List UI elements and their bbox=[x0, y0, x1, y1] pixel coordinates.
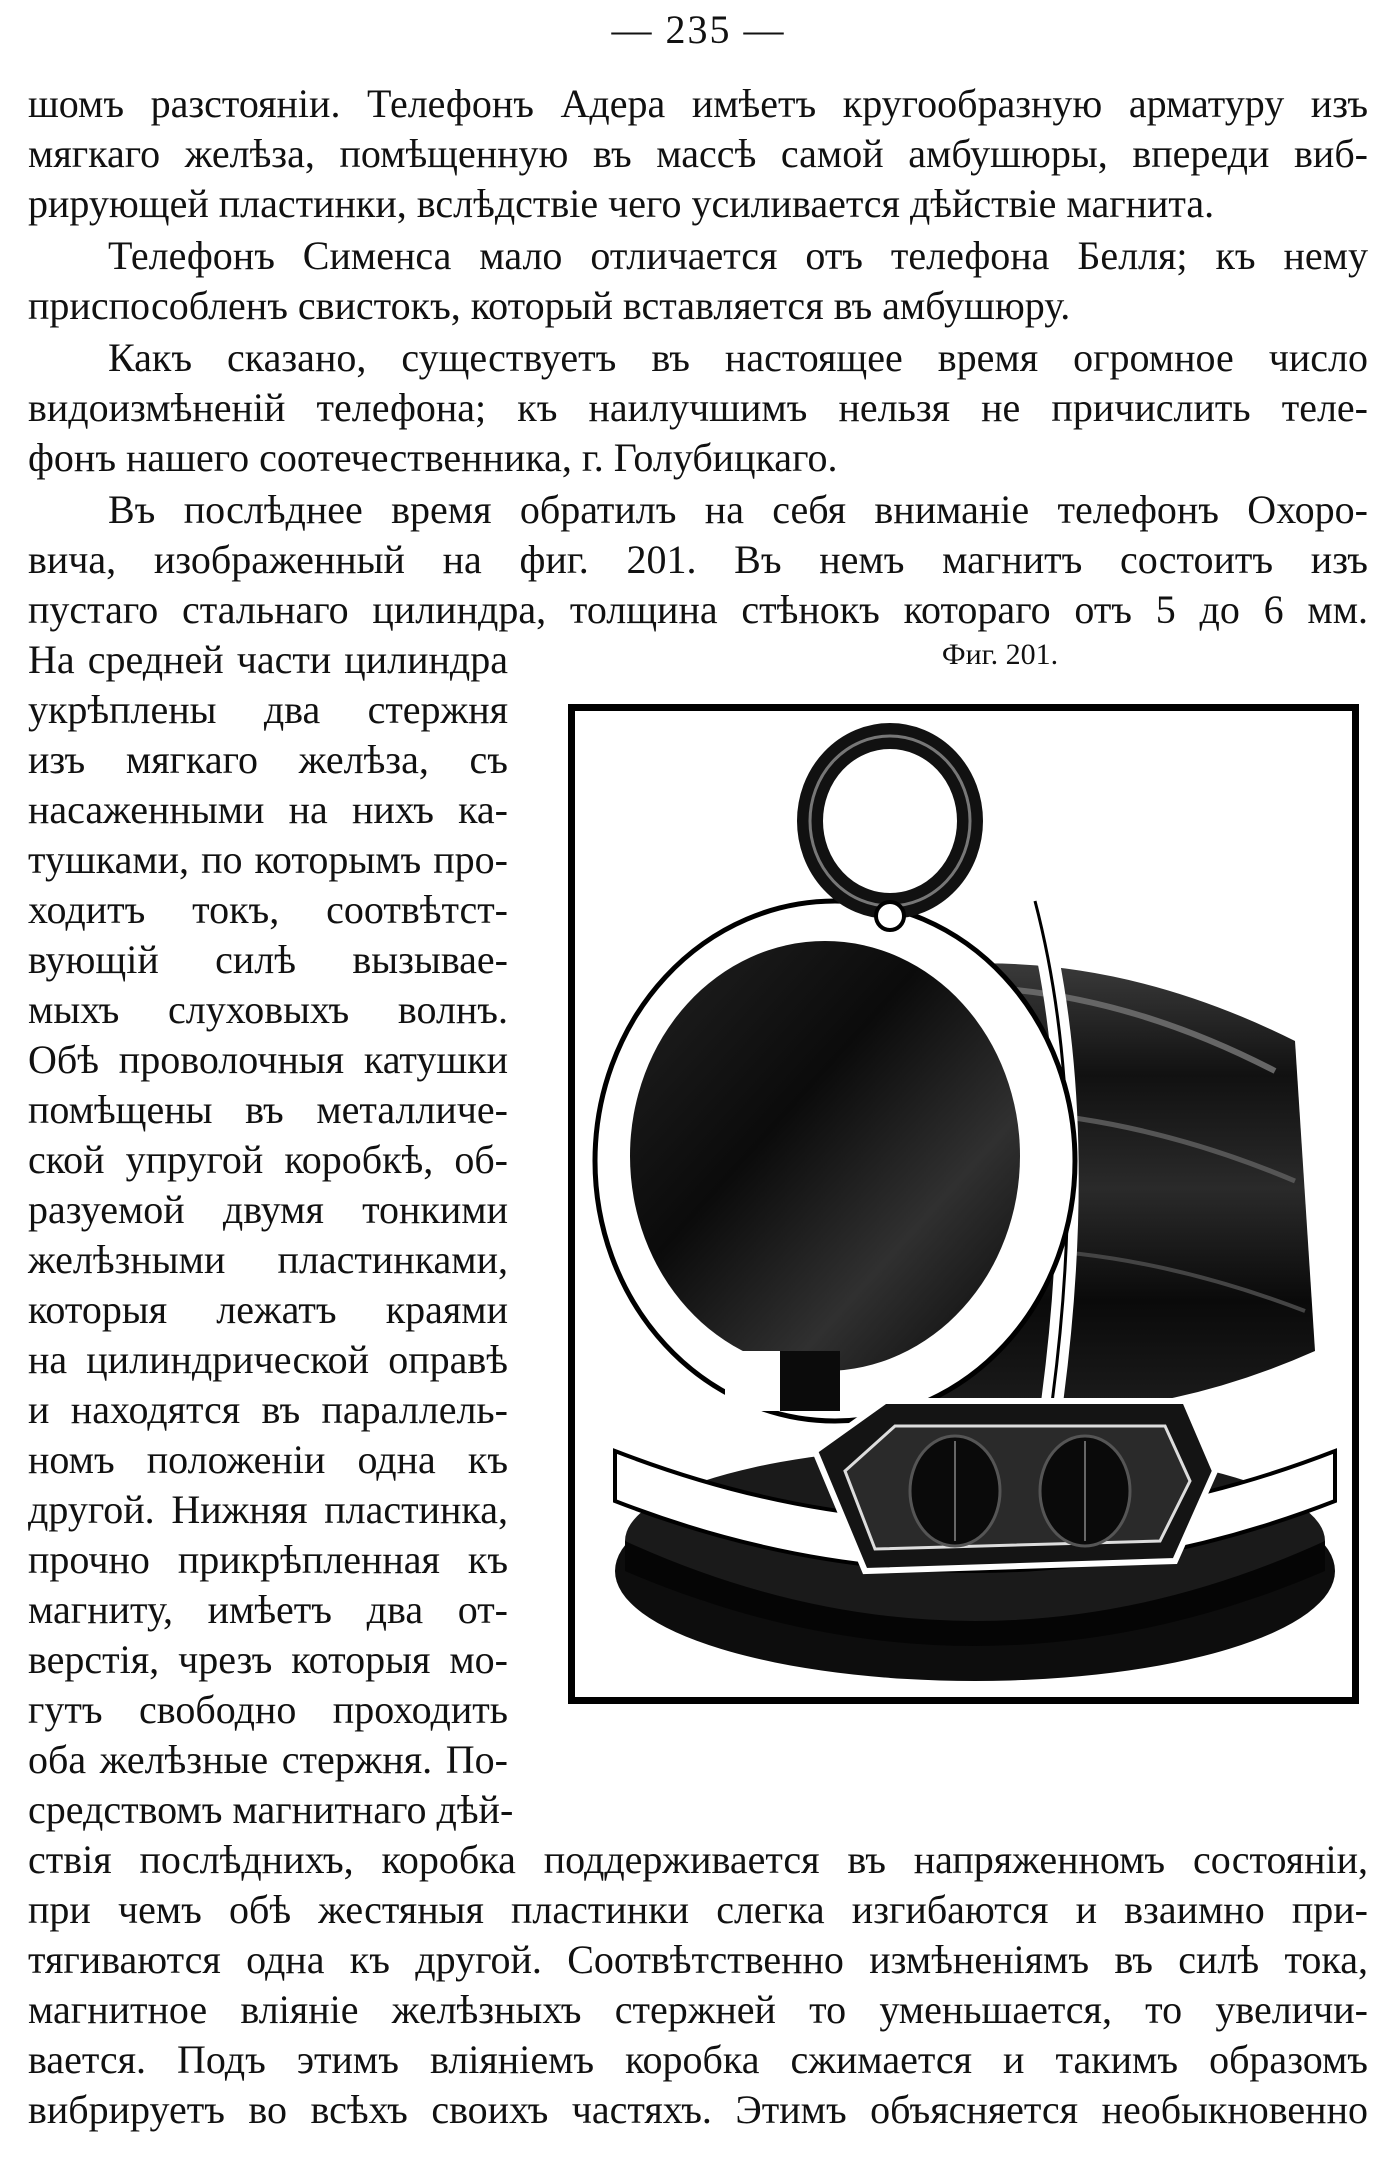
text-line: приспособленъ свистокъ, который вставляется въ амбушюру. bbox=[28, 283, 1071, 328]
text-line: гутъ свободно проходить bbox=[28, 1687, 508, 1732]
text-line: мягкаго желѣза, помѣщенную въ массѣ самой амбушюры, впереди виб- bbox=[28, 131, 1368, 176]
text-line: насаженными на нихъ ка- bbox=[28, 787, 508, 832]
text-line: тягиваются одна къ другой. Соотвѣтственно измѣненіямъ въ силѣ тока, bbox=[28, 1937, 1368, 1982]
text-line: ходитъ токъ, соотвѣтст- bbox=[28, 887, 508, 932]
text-line: шомъ разстояніи. Телефонъ Адера имѣетъ кругообразную арматуру изъ bbox=[28, 81, 1368, 126]
text-line: вибрируетъ во всѣхъ своихъ частяхъ. Этимъ объясняется необыкновенно bbox=[28, 2087, 1368, 2132]
text-line: другой. Нижняя пластинка, bbox=[28, 1487, 508, 1532]
text-line: номъ положеніи одна къ bbox=[28, 1437, 508, 1482]
text-line: ствія послѣднихъ, коробка поддерживается въ напряженномъ состояніи, bbox=[28, 1837, 1368, 1882]
text-line: изъ мягкаго желѣза, съ bbox=[28, 737, 508, 782]
text-line: На средней части цилиндра bbox=[28, 637, 508, 682]
text-line: тушками, по которымъ про- bbox=[28, 837, 508, 882]
text-line: рирующей пластинки, вслѣдствіе чего усиливается дѣйствіе магнита. bbox=[28, 181, 1215, 226]
text-line: разуемой двумя тонкими bbox=[28, 1187, 508, 1232]
text-line: вующій силѣ вызывае- bbox=[28, 937, 508, 982]
text-line: на цилиндрической оправѣ bbox=[28, 1337, 508, 1382]
text-line: помѣщены въ металличе- bbox=[28, 1087, 508, 1132]
text-line: которыя лежатъ краями bbox=[28, 1287, 508, 1332]
text-line: вается. Подъ этимъ вліяніемъ коробка сжимается и такимъ образомъ bbox=[28, 2037, 1368, 2082]
figure-caption: Фиг. 201. bbox=[941, 638, 1059, 671]
text-line: при чемъ обѣ жестяныя пластинки слегка изгибаются и взаимно при- bbox=[28, 1887, 1368, 1932]
text-line: Въ послѣднее время обратилъ на себя вниманіе телефонъ Охоро- bbox=[108, 487, 1368, 532]
text-line: желѣзными пластинками, bbox=[28, 1237, 508, 1282]
text-line: пустаго стальнаго цилиндра, толщина стѣнокъ котораго отъ 5 до 6 мм. bbox=[28, 587, 1368, 632]
text-line: оба желѣзные стержня. По- bbox=[28, 1737, 508, 1782]
text-line: средствомъ магнитнаго дѣй- bbox=[28, 1787, 514, 1832]
text-line: Какъ сказано, существуетъ въ настоящее время огромное число bbox=[108, 335, 1368, 380]
text-line: Телефонъ Сименса мало отличается отъ телефона Белля; къ нему bbox=[108, 233, 1368, 278]
text-line: видоизмѣненій телефона; къ наилучшимъ нельзя не причислить теле- bbox=[28, 385, 1368, 430]
text-line: магнитное вліяніе желѣзныхъ стержней то уменьшается, то увеличи- bbox=[28, 1987, 1368, 2032]
text-line: мыхъ слуховыхъ волнъ. bbox=[28, 987, 508, 1032]
text-line: прочно прикрѣпленная къ bbox=[28, 1537, 508, 1582]
text-line: вича, изображенный на фиг. 201. Въ немъ магнитъ состоитъ изъ bbox=[28, 537, 1368, 582]
page-number: — 235 — bbox=[611, 7, 786, 52]
figure-201-frame bbox=[568, 704, 1359, 1704]
text-line: и находятся въ параллель- bbox=[28, 1387, 508, 1432]
text-line: ской упругой коробкѣ, об- bbox=[28, 1137, 508, 1182]
text-line: фонъ нашего соотечественника, г. Голубицкаго. bbox=[28, 435, 838, 480]
text-line: магниту, имѣетъ два от- bbox=[28, 1587, 508, 1632]
text-line: Обѣ проволочныя катушки bbox=[28, 1037, 508, 1082]
telephone-engraving bbox=[575, 711, 1352, 1697]
text-line: укрѣплены два стержня bbox=[28, 687, 508, 732]
text-line: верстія, чрезъ которыя мо- bbox=[28, 1637, 508, 1682]
